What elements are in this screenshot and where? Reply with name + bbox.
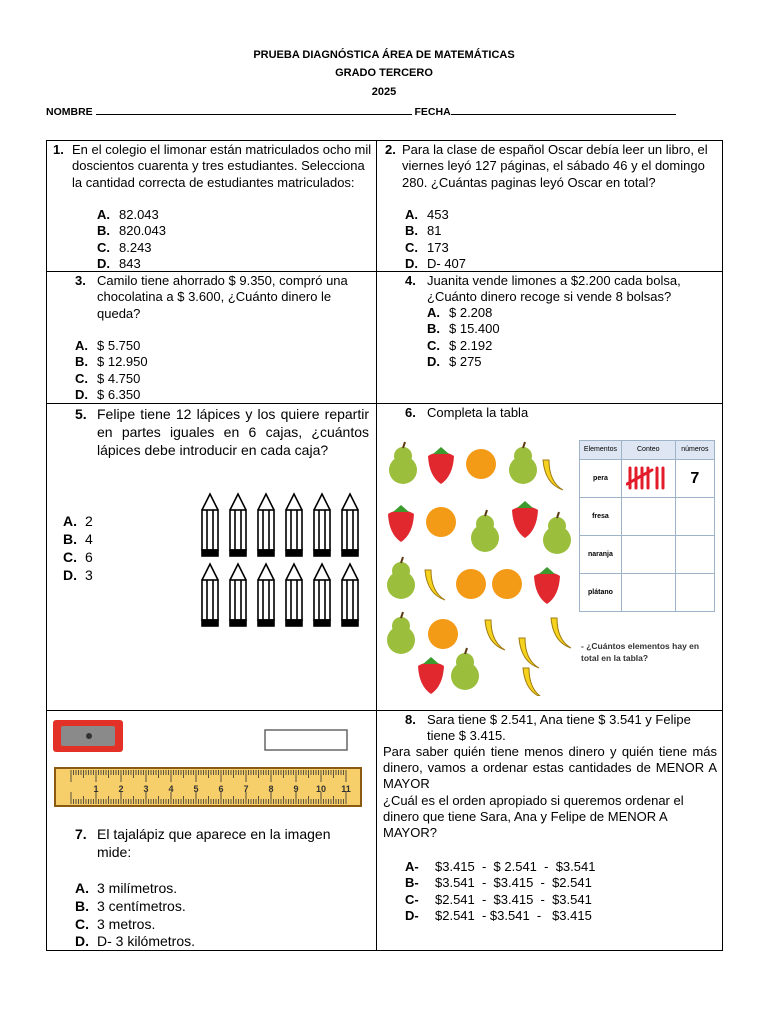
date-label: FECHA: [414, 106, 451, 118]
pencils-illustration: [197, 492, 372, 627]
pencil-icon: [286, 564, 302, 626]
q7-option-c[interactable]: C. 3 metros.: [75, 916, 156, 932]
ruler-number: 4: [168, 784, 174, 794]
pencil-icon: [230, 564, 246, 626]
table-row-label: naranja: [580, 536, 622, 574]
q4-option-c[interactable]: C. $ 2.192: [427, 338, 493, 353]
q8-option-a[interactable]: A- $3.415 - $ 2.541 - $3.541: [405, 859, 596, 874]
measure-box-icon: [265, 730, 347, 750]
ruler-number: 9: [293, 784, 299, 794]
q3-option-d[interactable]: D. $ 6.350: [75, 387, 141, 402]
orange-icon: [456, 569, 486, 599]
question-6-cell: [376, 403, 723, 711]
counting-table: [579, 440, 715, 612]
q7-option-a[interactable]: A. 3 milímetros.: [75, 880, 178, 896]
name-label: NOMBRE: [46, 106, 93, 118]
question-7-text: El tajalápiz que aparece en la imagen mide:: [97, 826, 331, 860]
fruits-illustration: [383, 434, 583, 696]
orange-icon: [466, 449, 496, 479]
q8-option-d[interactable]: D- $2.541 - $3.541 - $3.415: [405, 908, 592, 923]
question-3-text: Camilo tiene ahorrado $ 9.350, compró una chocolatina a $ 3.600, ¿Cuánto dinero le queda?: [97, 273, 348, 321]
tally-cell[interactable]: [621, 536, 675, 574]
question-number: 7.: [75, 826, 87, 842]
q1-option-d[interactable]: D. 843: [97, 256, 141, 271]
q7-option-d[interactable]: D. D- 3 kilómetros.: [75, 933, 196, 949]
pencil-icon: [258, 564, 274, 626]
q5-option-b[interactable]: B. 4: [63, 531, 93, 547]
tally-cell: [621, 460, 675, 498]
table-number-cell[interactable]: [675, 574, 714, 612]
question-8-cell: [376, 710, 723, 951]
q1-option-a[interactable]: A. 82.043: [97, 207, 159, 222]
question-2-text: Para la clase de español Oscar debía leer un libro, el viernes leyó 127 páginas, el sábado 46 y el domingo 280. ¿Cuántas paginas leyó Oscar en total?: [402, 142, 708, 190]
ruler-number: 1: [93, 784, 99, 794]
table-row-label: plátano: [580, 574, 622, 612]
q3-option-b[interactable]: B. $ 12.950: [75, 354, 148, 369]
ruler-icon: [55, 768, 361, 806]
pencil-icon: [202, 564, 218, 626]
counting-table-area: [579, 440, 716, 690]
question-4-cell: [376, 271, 723, 404]
table-row-label: fresa: [580, 498, 622, 536]
q2-option-a[interactable]: A. 453: [405, 207, 449, 222]
question-8-paragraph-2: ¿Cuál es el orden apropiado si queremos ordenar el dinero que tiene Sara, Ana y Felipe de MENOR A MAYOR?: [383, 793, 684, 841]
pencil-icon: [258, 494, 274, 556]
question-1-text: En el colegio el limonar están matriculados ocho mil doscientos cuarenta y tres estudiantes. Selecciona la cantidad correcta de estudiantes matriculados:: [72, 142, 372, 190]
table-number-cell[interactable]: [675, 498, 714, 536]
name-field[interactable]: [96, 104, 412, 115]
pencil-icon: [342, 564, 358, 626]
question-1-cell: [46, 140, 377, 272]
question-4-text: Juanita vende limones a $2.200 cada bolsa, ¿Cuánto dinero recoge si vende 8 bolsas?: [427, 273, 681, 305]
q3-option-c[interactable]: C. $ 4.750: [75, 371, 141, 386]
pencil-icon: [314, 564, 330, 626]
ruler-number: 11: [341, 784, 351, 794]
q4-option-d[interactable]: D. $ 275: [427, 354, 482, 369]
question-3-cell: [46, 271, 377, 404]
ruler-number: 7: [243, 784, 249, 794]
pencil-icon: [286, 494, 302, 556]
question-8-paragraph-1: Para saber quién tiene menos dinero y quién tiene más dinero, vamos a ordenar estas cantidades de MENOR A MAYOR: [383, 744, 717, 792]
q2-option-c[interactable]: C. 173: [405, 240, 449, 255]
question-number: 3.: [75, 273, 86, 288]
question-number: 6.: [405, 405, 416, 420]
question-7-cell: [46, 710, 377, 951]
tally-cell[interactable]: [621, 498, 675, 536]
grade-label: GRADO TERCERO: [335, 67, 433, 79]
ruler-number: 10: [315, 784, 327, 794]
q4-option-a[interactable]: A. $ 2.208: [427, 305, 493, 320]
ruler-number: 2: [118, 784, 124, 794]
q4-option-b[interactable]: B. $ 15.400: [427, 321, 500, 336]
ruler-number: 8: [268, 784, 274, 794]
pencil-icon: [230, 494, 246, 556]
ruler-number: 5: [193, 784, 199, 794]
tally-marks-icon: [626, 464, 670, 492]
pencil-icon: [342, 494, 358, 556]
document-title: PRUEBA DIAGNÓSTICA ÁREA DE MATEMÁTICAS: [253, 49, 515, 61]
table-number-cell[interactable]: [675, 536, 714, 574]
q5-option-c[interactable]: C. 6: [63, 549, 93, 565]
q2-option-d[interactable]: D. D- 407: [405, 256, 467, 271]
orange-icon: [492, 569, 522, 599]
pencil-icon: [202, 494, 218, 556]
orange-icon: [426, 507, 456, 537]
q2-option-b[interactable]: B. 81: [405, 223, 442, 238]
q8-option-b[interactable]: B- $3.541 - $3.415 - $2.541: [405, 875, 592, 890]
question-number: 2.: [385, 142, 396, 157]
question-number: 1.: [53, 142, 64, 157]
q1-option-b[interactable]: B. 820.043: [97, 223, 166, 238]
table-row-label: pera: [580, 460, 622, 498]
q7-option-b[interactable]: B. 3 centímetros.: [75, 898, 186, 914]
tally-cell[interactable]: [621, 574, 675, 612]
table-question: - ¿Cuántos elementos hay en total en la tabla?: [581, 641, 700, 663]
sharpener-icon: [53, 720, 123, 752]
table-number-cell[interactable]: 7: [675, 460, 714, 498]
table-header: Conteo: [621, 441, 675, 460]
question-6-text: Completa la tabla: [427, 405, 529, 420]
q5-option-d[interactable]: D. 3: [63, 567, 93, 583]
table-header: Elementos: [580, 441, 622, 460]
question-5-cell: [46, 403, 377, 711]
year-label: 2025: [371, 86, 397, 98]
question-8-text: Sara tiene $ 2.541, Ana tiene $ 3.541 y Felipe tiene $ 3.415.: [427, 712, 691, 744]
table-header: números: [675, 441, 714, 460]
orange-icon: [428, 619, 458, 649]
question-number: 8.: [405, 712, 416, 727]
question-2-cell: [376, 140, 723, 272]
q5-option-a[interactable]: A. 2: [63, 513, 93, 529]
pencil-icon: [314, 494, 330, 556]
q3-option-a[interactable]: A. $ 5.750: [75, 338, 141, 353]
ruler-number: 3: [143, 784, 149, 794]
question-number: 5.: [75, 406, 87, 422]
q8-option-c[interactable]: C- $2.541 - $3.415 - $3.541: [405, 892, 592, 907]
question-number: 4.: [405, 273, 416, 288]
q1-option-c[interactable]: C. 8.243: [97, 240, 152, 255]
question-5-text: Felipe tiene 12 lápices y los quiere repartir en partes iguales en 6 cajas, ¿cuántos lápices debe introducir en cada caja?: [97, 406, 369, 458]
date-field[interactable]: [451, 104, 676, 115]
ruler-number: 6: [218, 784, 224, 794]
sharpener-ruler-illustration: [51, 714, 369, 814]
name-date-line: [46, 104, 676, 118]
